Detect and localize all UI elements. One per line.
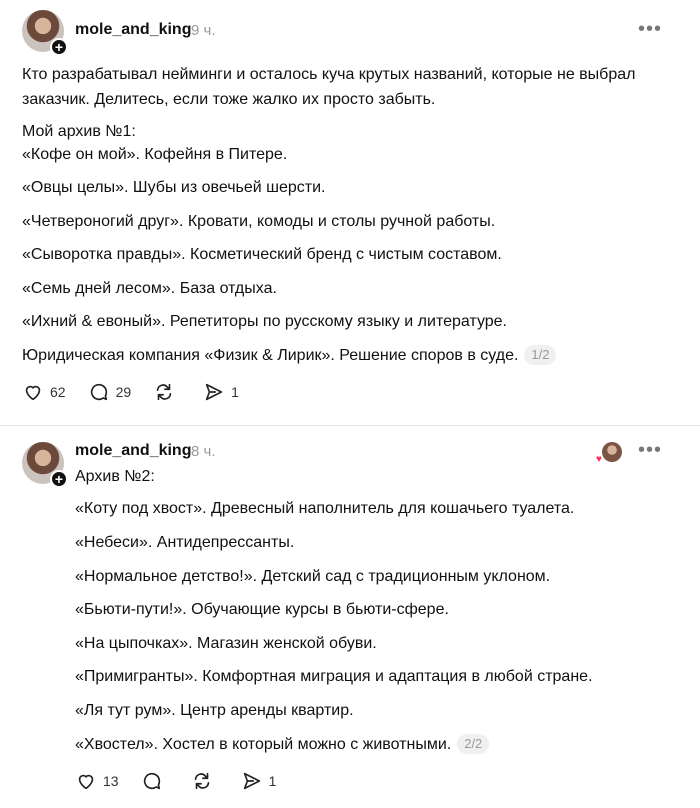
heart-icon	[75, 770, 97, 792]
comment-bubble-icon	[88, 381, 110, 403]
heart-icon	[22, 381, 44, 403]
repost-icon	[191, 770, 213, 792]
comment-count: 29	[115, 384, 132, 400]
heart-icon: ♥	[596, 454, 602, 465]
plus-icon[interactable]: +	[50, 470, 68, 488]
post-text-line-last	[22, 345, 556, 366]
send-icon	[203, 381, 225, 403]
post-text: Юридическая компания «Физик & Лирик». Решение споров в суде.	[22, 347, 519, 364]
comment-bubble-icon	[141, 770, 163, 792]
post-text-line: «Нормальное детство!». Детский сад с традиционным уклоном.	[75, 568, 551, 585]
post-text-line: «Примигранты». Комфортная миграция и адаптация в любой стране.	[75, 668, 593, 685]
post-time: 9 ч.	[191, 22, 216, 39]
avatar[interactable]	[22, 442, 64, 487]
username[interactable]: mole_and_king	[75, 442, 192, 459]
share-button[interactable]	[241, 770, 277, 792]
page-indicator[interactable]: 1/2	[524, 345, 556, 365]
post-text: «Хвостел». Хостел в который можно с животными.	[75, 736, 452, 753]
post-text-line: «Сыворотка правды». Косметический бренд с чистым составом.	[22, 246, 502, 263]
repost-icon	[153, 381, 175, 403]
post-text-line: «Четвероногий друг». Кровати, комоды и столы ручной работы.	[22, 213, 496, 230]
post-text-line: «Коту под хвост». Древесный наполнитель для кошачьего туалета.	[75, 500, 575, 517]
post-time: 8 ч.	[191, 443, 216, 460]
like-count: 13	[103, 773, 119, 789]
post-actions	[75, 770, 298, 792]
share-count: 1	[231, 384, 239, 400]
plus-icon[interactable]: +	[50, 38, 68, 56]
repost-button[interactable]	[191, 770, 219, 792]
comment-button[interactable]	[88, 381, 132, 403]
post-text-line: заказчик. Делитесь, если тоже жалко их просто забыть.	[22, 91, 436, 108]
post-text-line: «Семь дней лесом». База отдыха.	[22, 280, 277, 297]
post-text-line-last	[75, 734, 489, 755]
post-text-line: «Ля тут рум». Центр аренды квартир.	[75, 702, 354, 719]
more-dots-icon[interactable]: •••	[638, 18, 663, 40]
post-text-line: «Овцы целы». Шубы из овечьей шерсти.	[22, 179, 326, 196]
post-2	[0, 426, 700, 808]
post-text-line: «Ихний & евоный». Репетиторы по русскому языку и литературе.	[22, 313, 507, 330]
liked-by-avatar[interactable]	[596, 442, 622, 465]
post-text-line: «Кофе он мой». Кофейня в Питере.	[22, 146, 288, 163]
post-text-line: «Небеси». Антидепрессанты.	[75, 534, 295, 551]
like-button[interactable]	[22, 381, 66, 403]
repost-button[interactable]	[153, 381, 181, 403]
like-count: 62	[50, 384, 66, 400]
page-indicator[interactable]: 2/2	[457, 734, 489, 754]
post-text-line: Архив №2:	[75, 468, 155, 485]
username[interactable]: mole_and_king	[75, 21, 192, 38]
post-text-line: «Бьюти-пути!». Обучающие курсы в бьюти-сфере.	[75, 601, 449, 618]
comment-button[interactable]	[141, 770, 169, 792]
send-icon	[241, 770, 263, 792]
post-text-line: Кто разрабатывал нейминги и осталось куча крутых названий, которые не выбрал	[22, 66, 636, 83]
more-dots-icon[interactable]: •••	[638, 439, 663, 461]
post-actions	[22, 381, 261, 403]
share-button[interactable]	[203, 381, 239, 403]
post-text-line: «На цыпочках». Магазин женской обуви.	[75, 635, 377, 652]
like-button[interactable]	[75, 770, 119, 792]
avatar[interactable]	[22, 10, 64, 55]
share-count: 1	[268, 773, 277, 789]
post-text-line: Мой архив №1:	[22, 123, 136, 140]
